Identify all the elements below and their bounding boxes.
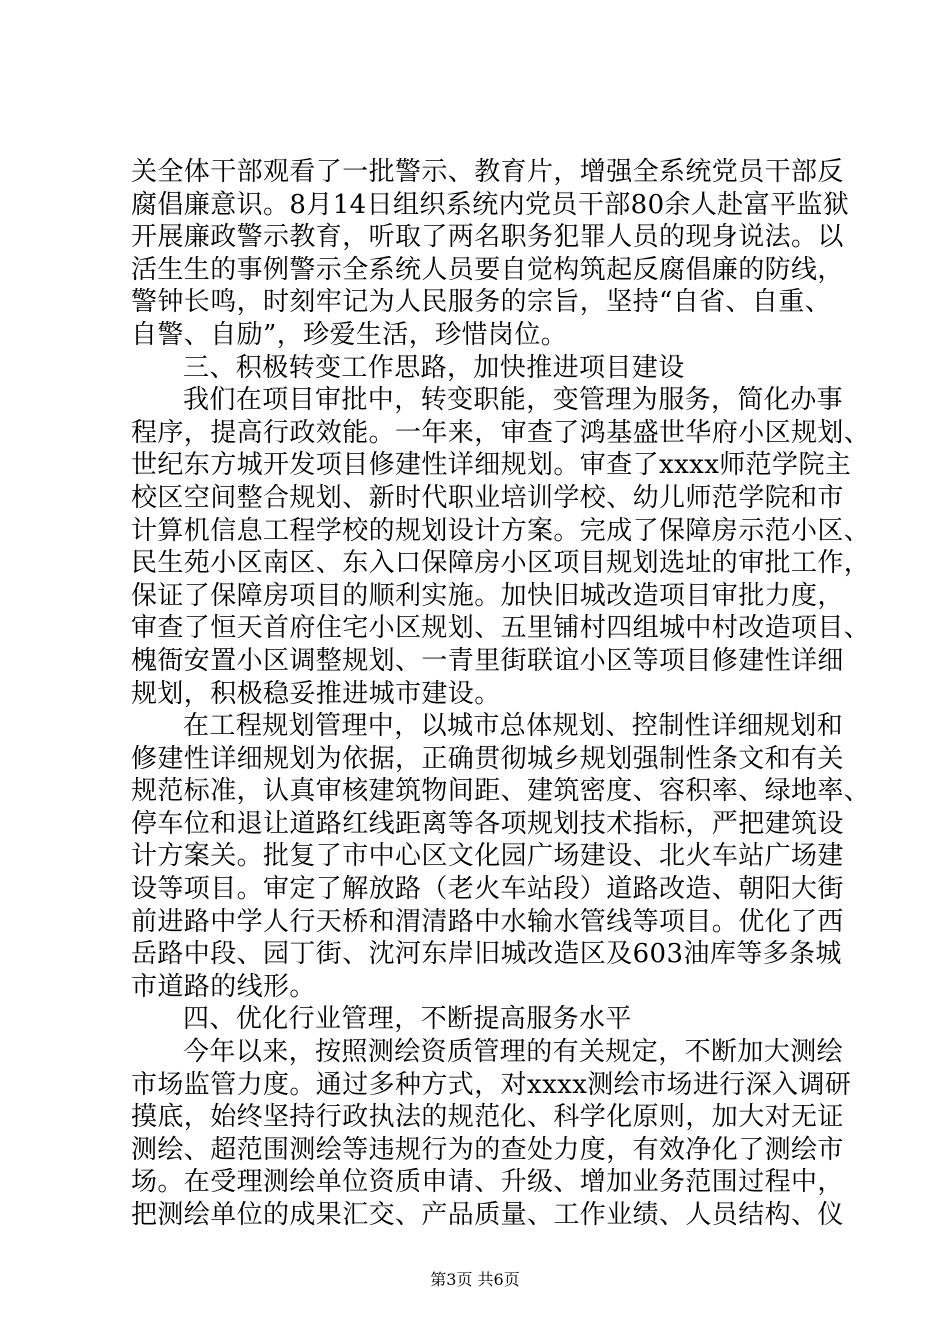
- text-line: 民生苑小区南区、东入口保障房小区项目规划选址的审批工作，: [131, 548, 871, 579]
- text-line: 计算机信息工程学校的规划设计方案。完成了保障房示范小区、: [131, 515, 871, 546]
- text-line: 设等项目。审定了解放路（老火车站段）道路改造、朝阳大街: [131, 874, 844, 905]
- text-line: 警钟长鸣，时刻牢记为人民服务的宗旨，坚持“自省、自重、: [131, 287, 832, 318]
- text-line: 市道路的线形。: [131, 971, 316, 1002]
- text-line: 市场监管力度。通过多种方式，对xxxx测绘市场进行深入调研: [131, 1069, 852, 1100]
- text-line: 岳路中段、园丁街、沈河东岸旧城改造区及603油库等多条城: [131, 939, 842, 970]
- text-line: 活生生的事例警示全系统人员要自觉构筑起反腐倡廉的防线，: [131, 254, 844, 285]
- text-line: 在工程规划管理中，以城市总体规划、控制性详细规划和: [183, 711, 844, 742]
- text-line: 规范标准，认真审核建筑物间距、建筑密度、容积率、绿地率、: [131, 776, 871, 807]
- text-line: 程序，提高行政效能。一年来，审查了鸿基盛世华府小区规划、: [131, 417, 871, 448]
- text-line: 世纪东方城开发项目修建性详细规划。审查了xxxx师范学院主: [131, 450, 852, 481]
- text-line: 关全体干部观看了一批警示、教育片，增强全系统党员干部反: [131, 157, 844, 187]
- text-line: 腐倡廉意识。8月14日组织系统内党员干部80余人赴富平监狱: [131, 189, 850, 220]
- text-line: 把测绘单位的成果汇交、产品质量、工作业绩、人员结构、仪: [131, 1200, 844, 1230]
- section-heading: 四、优化行业管理，不断提高服务水平: [183, 1004, 632, 1035]
- text-line: 前进路中学人行天桥和渭清路中水输水管线等项目。优化了西: [131, 906, 844, 937]
- text-line: 摸底，始终坚持行政执法的规范化、科学化原则，加大对无证: [131, 1102, 844, 1133]
- text-line: 计方案关。批复了市中心区文化园广场建设、北火车站广场建: [131, 841, 844, 872]
- text-line: 规划，积极稳妥推进城市建设。: [131, 678, 501, 709]
- text-line: 我们在项目审批中，转变职能，变管理为服务，简化办事: [183, 385, 844, 416]
- text-line: 今年以来，按照测绘资质管理的有关规定，不断加大测绘: [183, 1037, 844, 1068]
- page-number-footer: 第3页 共6页: [430, 1270, 520, 1289]
- text-line: 自警、自励”，珍爱生活，珍惜岗位。: [131, 319, 568, 350]
- text-line: 槐衙安置小区调整规划、一青里街联谊小区等项目修建性详细: [131, 645, 844, 676]
- text-line: 停车位和退让道路红线距离等各项规划技术指标，严把建筑设: [131, 808, 844, 839]
- text-line: 场。在受理测绘单位资质申请、升级、增加业务范围过程中，: [131, 1167, 844, 1198]
- text-line: 开展廉政警示教育，听取了两名职务犯罪人员的现身说法。以: [131, 222, 844, 253]
- document-body: [131, 156, 871, 1232]
- text-line: 审查了恒天首府住宅小区规划、五里铺村四组城中村改造项目、: [131, 613, 871, 644]
- text-line: 校区空间整合规划、新时代职业培训学校、幼儿师范学院和市: [131, 482, 844, 513]
- section-heading: 三、积极转变工作思路，加快推进项目建设: [183, 352, 685, 383]
- text-line: 修建性详细规划为依据，正确贯彻城乡规划强制性条文和有关: [131, 743, 844, 774]
- text-line: 测绘、超范围测绘等违规行为的查处力度，有效净化了测绘市: [131, 1134, 844, 1165]
- text-line: 保证了保障房项目的顺利实施。加快旧城改造项目审批力度，: [131, 580, 844, 611]
